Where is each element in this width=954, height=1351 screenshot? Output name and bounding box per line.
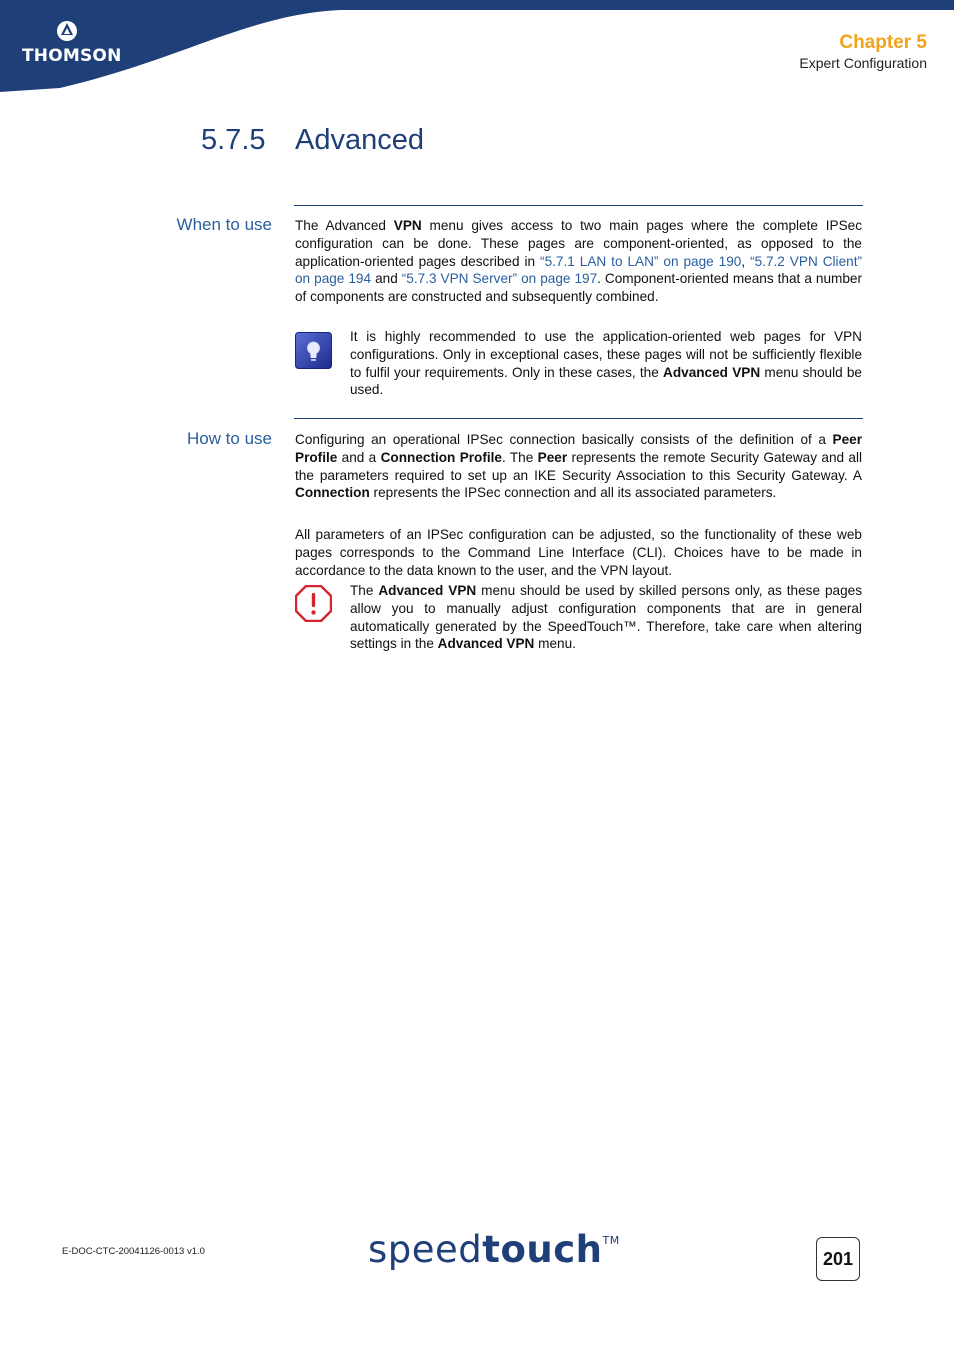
how-to-use-paragraph-2: All parameters of an IPSec configuration can be adjusted, so the functionality of these web pages corresponds to the Command Line Interface (CLI). Choices have to be made in accordance to the data known to the user, and the VPN layout. [295, 527, 862, 578]
how-to-use-heading: How to use [186, 429, 272, 448]
speedtouch-logo: speedtouch™ [368, 1228, 620, 1271]
section-number: 5.7.5 [201, 124, 266, 156]
page-number: 201 [816, 1237, 860, 1281]
link-lan-to-lan[interactable]: “5.7.1 LAN to LAN” on page 190 [540, 253, 742, 269]
chapter-label: Chapter 5 [839, 32, 927, 53]
warning-note: The Advanced VPN menu should be used by skilled persons only, as these pages allow you to manually adjust configuration components that are in general automatically generated by the SpeedTouch™. Therefore, take care when altering settings in the Advanced VPN menu. [350, 583, 862, 652]
link-vpn-server[interactable]: “5.7.3 VPN Server” on page 197 [401, 271, 598, 287]
link-vpn-client[interactable]: “5.7.2 VPN Client” on page 194 [295, 253, 863, 287]
header-band [0, 0, 954, 92]
section-title-text: Advanced [295, 124, 424, 156]
document-id: E-DOC-CTC-20041126-0013 v1.0 [62, 1246, 205, 1257]
lightbulb-icon [295, 332, 332, 369]
how-to-use-paragraph-1: Configuring an operational IPSec connection basically consists of the definition of a Peer Profile and a Connection Profile. The Peer represents the remote Security Gateway and all the parameters required to set up an IKE Security Association to this Security Gateway. A Connection represents the IPSec connection and all its associated parameters. [295, 432, 863, 501]
exclamation-icon [295, 585, 332, 622]
section-title [201, 124, 424, 157]
when-to-use-paragraph: The Advanced VPN menu gives access to two main pages where the complete IPSec configuration can be done. These pages are component-oriented, as opposed to the application-oriented pages described in “5.7.1 LAN to LAN” on page 190, “5.7.2 VPN Client” on page 194 and “5.7.3 VPN Server” on page 197. Component-oriented means that a number of components are constructed and subsequently combined. [295, 218, 863, 305]
when-to-use-heading: When to use [176, 215, 272, 234]
thomson-logo-icon [56, 20, 78, 42]
chapter-subtitle: Expert Configuration [799, 55, 927, 71]
brand-logo-text: THOMSON [22, 46, 122, 66]
tip-note: It is highly recommended to use the application-oriented web pages for VPN configurations. Only in exceptional cases, these pages will not be sufficiently flexible to fulfil your requirements. Only in these cases, the Advanced VPN menu should be used. [350, 329, 862, 398]
section-divider [294, 205, 863, 206]
section-divider [294, 418, 863, 419]
